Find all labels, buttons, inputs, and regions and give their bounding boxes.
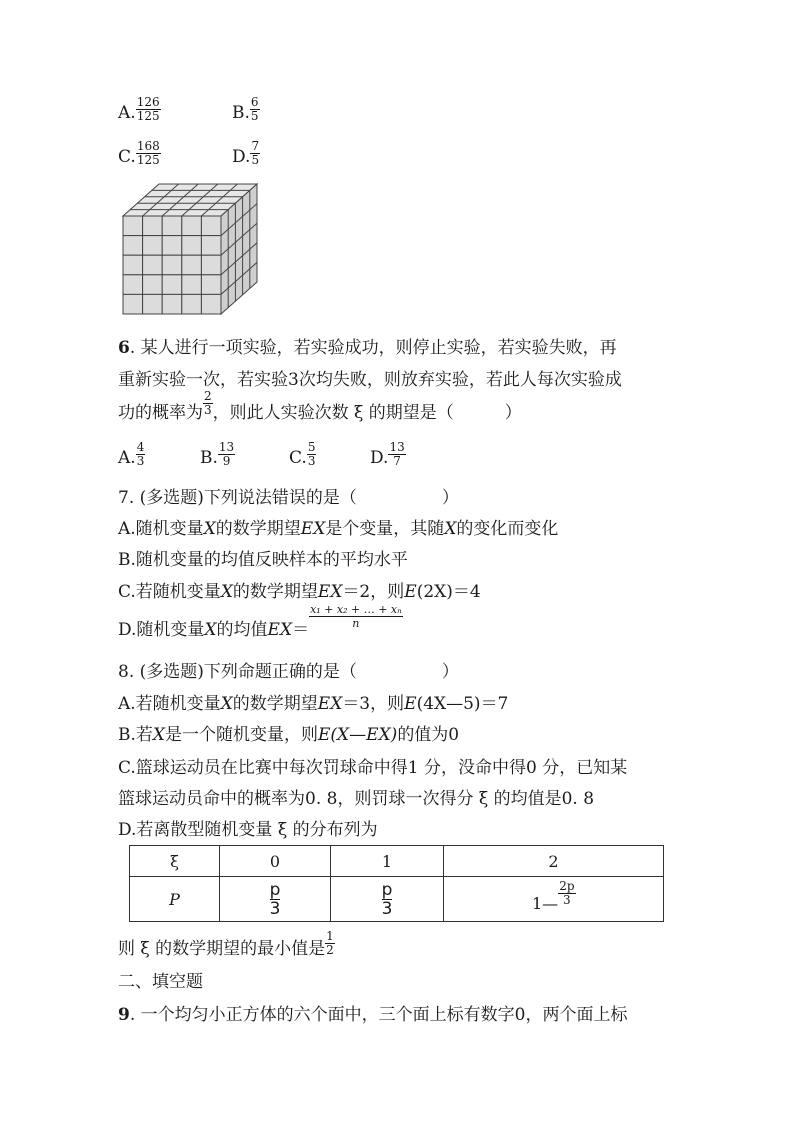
table-row-header bbox=[130, 846, 664, 877]
option-label: B. bbox=[200, 448, 218, 468]
var-ex: EX bbox=[300, 519, 326, 539]
frac-den: 3 bbox=[136, 454, 145, 468]
q6-line1 bbox=[118, 333, 617, 358]
q6-option-c bbox=[289, 441, 316, 468]
q7-title: 7. (多选题)下列说法错误的是（ ） bbox=[118, 488, 459, 508]
var-x: X bbox=[220, 582, 233, 602]
distribution-table bbox=[129, 845, 664, 922]
var-ex: EX bbox=[267, 620, 293, 640]
frac-num: p bbox=[381, 879, 393, 900]
q8-b-expr: E(X—EX) bbox=[318, 725, 398, 745]
frac-den: 3 bbox=[381, 898, 393, 919]
table-last-pre: 1— bbox=[532, 893, 559, 913]
frac-den: 3 bbox=[307, 454, 316, 468]
q7-d-pre: D.随机变量 bbox=[118, 620, 205, 640]
frac-num: 7 bbox=[251, 139, 260, 153]
q8-a-pre: A.若随机变量 bbox=[118, 694, 221, 714]
frac-den: 9 bbox=[222, 454, 231, 468]
frac-den: n bbox=[352, 617, 360, 630]
var-e: E bbox=[404, 582, 417, 602]
q8-b-end: 的值为0 bbox=[397, 725, 460, 745]
option-label: A. bbox=[118, 103, 136, 123]
frac-den: 3 bbox=[204, 403, 212, 417]
q6-option-b bbox=[200, 441, 235, 468]
q6-line2 bbox=[118, 365, 622, 390]
var-ex: EX bbox=[317, 694, 343, 714]
q8-b-pre: B.若 bbox=[118, 725, 153, 745]
q8-option-c-line1: C.篮球运动员在比赛中每次罚球命中得1 分，没命中得0 分，已知某 bbox=[118, 758, 628, 778]
cube-front-face bbox=[123, 216, 221, 314]
q8-a-arg: (4X—5) bbox=[416, 694, 481, 714]
q8-a-end: ＝7 bbox=[480, 694, 509, 714]
q6-text-3b: ，则此人实验次数 ξ 的期望是（ ） bbox=[212, 403, 522, 423]
table-cell bbox=[444, 877, 664, 922]
q8-option-a bbox=[118, 689, 508, 714]
frac-num: 126 bbox=[136, 95, 160, 109]
q8-option-d: D.若离散型随机变量 ξ 的分布列为 bbox=[118, 820, 378, 840]
q6-text-3a: 功的概率为 bbox=[118, 403, 203, 423]
frac-num: x₁ + x₂ + … + xₙ bbox=[310, 603, 402, 616]
frac-num: p bbox=[269, 879, 281, 900]
table-cell: 0 bbox=[220, 846, 331, 877]
q7-a-pre: A.随机变量 bbox=[118, 519, 204, 539]
option-label: C. bbox=[289, 448, 307, 468]
section-title: 二、填空题 bbox=[118, 972, 203, 992]
frac-num: 13 bbox=[218, 440, 235, 454]
q6-option-d bbox=[370, 441, 406, 468]
q8-b-mid: 是一个随机变量，则 bbox=[165, 725, 319, 745]
q8-option-b bbox=[118, 720, 459, 745]
q7-d-eq: ＝ bbox=[292, 620, 310, 640]
frac-num: 5 bbox=[307, 440, 316, 454]
var-x: X bbox=[444, 519, 457, 539]
q6-option-a bbox=[118, 441, 145, 468]
q6-text-1: . 某人进行一项实验，若实验成功，则停止实验，若实验失败，再 bbox=[129, 338, 617, 358]
q7-c-end: ＝4 bbox=[452, 582, 481, 602]
frac-den: 3 bbox=[269, 898, 281, 919]
table-cell: P bbox=[130, 877, 220, 922]
option-label: A. bbox=[118, 448, 136, 468]
q8-a-mid: 的数学期望 bbox=[232, 694, 318, 714]
q7-option-b: B.随机变量的均值反映样本的平均水平 bbox=[118, 550, 408, 570]
option-label: D. bbox=[370, 448, 389, 468]
frac-den: 5 bbox=[251, 153, 260, 167]
frac-den: 125 bbox=[136, 153, 160, 167]
option-a-prev bbox=[118, 96, 161, 123]
q7-a-post: 是个变量，其随 bbox=[325, 519, 445, 539]
cube-figure bbox=[120, 182, 262, 318]
table-cell: 1 bbox=[331, 846, 444, 877]
q7-c-mid: 的数学期望 bbox=[232, 582, 318, 602]
table-cell bbox=[220, 877, 331, 922]
frac-num: 6 bbox=[250, 95, 259, 109]
q8-a-eq: ＝3，则 bbox=[342, 694, 405, 714]
frac-num: 168 bbox=[136, 139, 160, 153]
frac-den: 3 bbox=[563, 892, 571, 907]
table-row-prob bbox=[130, 877, 664, 922]
frac-den: 7 bbox=[393, 454, 401, 468]
q6-text-2: 重新实验一次，若实验3次均失败，则放弃实验，若此人每次实验成 bbox=[118, 370, 622, 390]
q9-text: . 一个均匀小正方体的六个面中，三个面上标有数字0，两个面上标 bbox=[129, 1005, 628, 1025]
var-x: X bbox=[220, 694, 233, 714]
q7-option-c bbox=[118, 577, 481, 602]
q8-option-c-line2: 篮球运动员命中的概率为0. 8，则罚球一次得分 ξ 的均值是0. 8 bbox=[118, 789, 595, 809]
var-e: E bbox=[404, 694, 417, 714]
var-x: X bbox=[204, 620, 217, 640]
option-label: D. bbox=[232, 147, 251, 167]
option-b-prev bbox=[232, 96, 260, 123]
q7-a-end: 的变化而变化 bbox=[456, 519, 559, 539]
option-d-prev bbox=[232, 140, 260, 167]
frac-num: 4 bbox=[136, 440, 145, 454]
q9-line1 bbox=[118, 1000, 627, 1025]
var-x: X bbox=[203, 519, 216, 539]
q7-option-a bbox=[118, 514, 558, 539]
frac-num: 2 bbox=[204, 389, 212, 403]
q6-number: 6 bbox=[118, 338, 130, 358]
var-x: X bbox=[152, 725, 166, 745]
table-cell: ξ bbox=[130, 846, 220, 877]
q7-c-arg: (2X) bbox=[416, 582, 453, 602]
option-label: B. bbox=[232, 103, 250, 123]
frac-num: 13 bbox=[389, 440, 405, 454]
table-cell bbox=[331, 877, 444, 922]
q7-c-pre: C.若随机变量 bbox=[118, 582, 221, 602]
var-ex: EX bbox=[317, 582, 343, 602]
table-cell: 2 bbox=[444, 846, 664, 877]
frac-den: 2 bbox=[326, 943, 334, 957]
q8-conclusion bbox=[118, 930, 335, 957]
frac-num: 2p bbox=[559, 878, 575, 893]
frac-den: 5 bbox=[250, 109, 259, 123]
frac-den: 125 bbox=[136, 109, 160, 123]
q6-line3 bbox=[118, 389, 522, 423]
q9-number: 9 bbox=[118, 1005, 130, 1025]
q7-c-eq: ＝2，则 bbox=[342, 582, 405, 602]
option-c-prev bbox=[118, 140, 161, 167]
frac-num: 1 bbox=[326, 929, 334, 943]
q8-conclusion-text: 则 ξ 的数学期望的最小值是 bbox=[118, 939, 326, 959]
q7-d-mid: 的均值 bbox=[216, 620, 268, 640]
q7-a-mid: 的数学期望 bbox=[215, 519, 301, 539]
option-label: C. bbox=[118, 147, 136, 167]
q7-option-d bbox=[118, 603, 403, 640]
q8-title: 8. (多选题)下列命题正确的是（ ） bbox=[118, 662, 459, 682]
